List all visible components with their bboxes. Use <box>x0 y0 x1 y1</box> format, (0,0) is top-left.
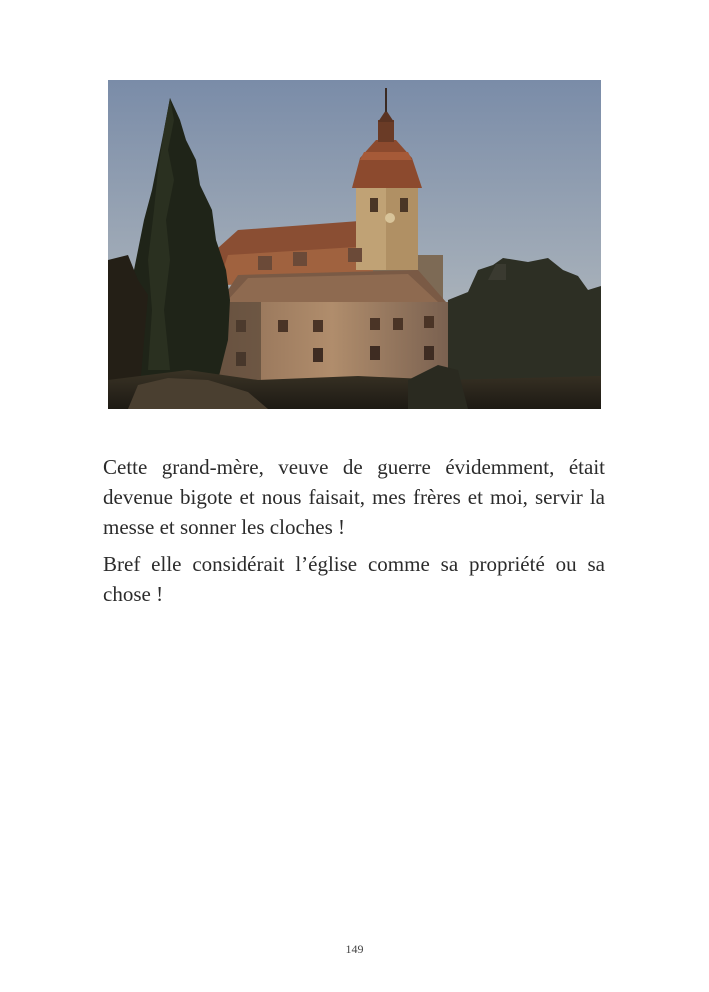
paragraph: Cette grand-mère, veuve de guerre évidemment, était devenue bigote et nous faisait, mes frères et moi, servir la messe et sonner les cloches ! <box>103 455 605 539</box>
church-photo-drawing <box>108 80 601 409</box>
paragraph: Bref elle considérait l’église comme sa propriété ou sa chose ! <box>103 552 605 606</box>
body-text <box>103 452 605 616</box>
church-photo <box>108 80 601 409</box>
page-number: 149 <box>345 942 364 956</box>
